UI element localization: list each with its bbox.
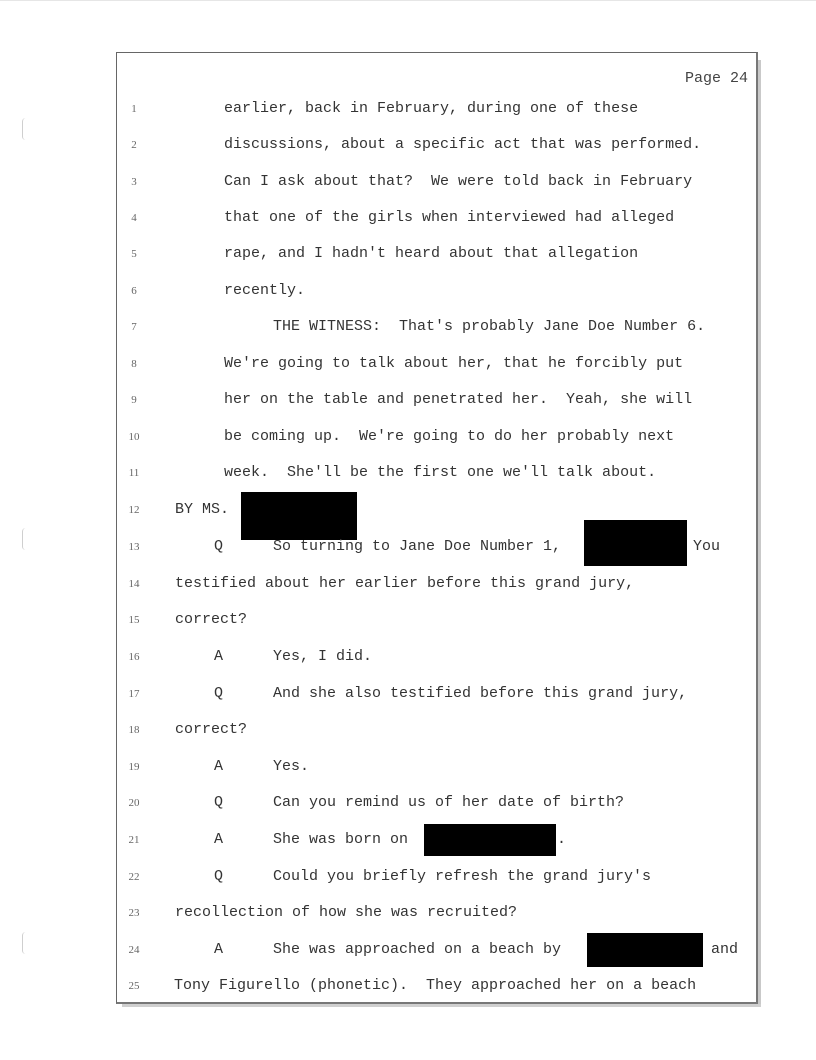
line-number: 22 (128, 871, 140, 883)
transcript-line (0, 208, 816, 244)
transcript-line (0, 793, 816, 829)
line-number: 19 (128, 761, 140, 773)
transcript-line (0, 684, 816, 720)
transcript-line (0, 610, 816, 646)
line-number: 5 (131, 248, 137, 260)
line-number: 14 (128, 578, 140, 590)
line-text: earlier, back in February, during one of these (224, 100, 639, 117)
line-text: BY MS. (175, 501, 230, 518)
transcript-line (0, 720, 816, 756)
line-text: Tony Figurello (phonetic). They approached her on a beach (174, 977, 697, 994)
transcript-line (0, 976, 816, 1012)
line-text: testified about her earlier before this grand jury, (175, 575, 635, 592)
line-number: 18 (128, 724, 140, 736)
line-text-continued: You (693, 538, 721, 555)
speaker-marker: A (214, 648, 224, 665)
line-text: THE WITNESS: That's probably Jane Doe Number 6. (273, 318, 706, 335)
line-number: 8 (131, 358, 137, 370)
transcript-line (0, 281, 816, 317)
line-number: 7 (131, 321, 137, 333)
transcript-line (0, 317, 816, 353)
line-number: 25 (128, 980, 140, 992)
transcript-line (0, 172, 816, 208)
redaction-box (241, 492, 357, 540)
line-number: 3 (131, 176, 137, 188)
line-text: be coming up. We're going to do her probably next (224, 428, 675, 445)
line-number: 15 (128, 614, 140, 626)
line-number: 21 (128, 834, 140, 846)
speaker-marker: Q (214, 538, 224, 555)
line-text: Yes. (273, 758, 310, 775)
transcript-line (0, 830, 816, 866)
line-number: 2 (131, 139, 137, 151)
line-text: She was born on (273, 831, 409, 848)
line-number: 16 (128, 651, 140, 663)
scan-edge-top (0, 0, 816, 1)
redaction-box (584, 520, 687, 566)
line-number: 1 (131, 103, 137, 115)
line-number: 11 (128, 467, 140, 479)
redaction-box (587, 933, 703, 967)
line-text-continued: . (557, 831, 567, 848)
line-number: 13 (128, 541, 140, 553)
line-number: 4 (131, 212, 137, 224)
transcript-line (0, 757, 816, 793)
line-text: Could you briefly refresh the grand jury's (273, 868, 652, 885)
line-text: week. She'll be the first one we'll talk about. (224, 464, 657, 481)
line-text: Yes, I did. (273, 648, 373, 665)
line-text: that one of the girls when interviewed had alleged (224, 209, 675, 226)
line-text: recently. (224, 282, 306, 299)
line-number: 24 (128, 944, 140, 956)
line-number: 9 (131, 394, 137, 406)
line-text: And she also testified before this grand jury, (273, 685, 688, 702)
speaker-marker: Q (214, 794, 224, 811)
transcript-line (0, 354, 816, 390)
line-text: correct? (175, 721, 248, 738)
line-text: her on the table and penetrated her. Yeah, she will (224, 391, 693, 408)
line-text: rape, and I hadn't heard about that allegation (224, 245, 639, 262)
line-number: 10 (128, 431, 140, 443)
speaker-marker: A (214, 941, 224, 958)
line-text: She was approached on a beach by (273, 941, 562, 958)
page-number-label: Page 24 (684, 70, 748, 87)
transcript-line (0, 537, 816, 573)
transcript-line (0, 867, 816, 903)
line-number: 23 (128, 907, 140, 919)
line-text: discussions, about a specific act that was performed. (224, 136, 702, 153)
transcript-line (0, 244, 816, 280)
line-text-continued: and (711, 941, 739, 958)
transcript-line (0, 99, 816, 135)
line-number: 12 (128, 504, 140, 516)
line-text: So turning to Jane Doe Number 1, (273, 538, 562, 555)
line-number: 17 (128, 688, 140, 700)
transcript-line (0, 390, 816, 426)
line-text: recollection of how she was recruited? (175, 904, 518, 921)
transcript-line (0, 647, 816, 683)
speaker-marker: Q (214, 868, 224, 885)
line-number: 6 (131, 285, 137, 297)
speaker-marker: Q (214, 685, 224, 702)
line-text: Can I ask about that? We were told back in February (224, 173, 693, 190)
transcript-line (0, 135, 816, 171)
line-text: correct? (175, 611, 248, 628)
transcript-line (0, 427, 816, 463)
speaker-marker: A (214, 831, 224, 848)
line-text: We're going to talk about her, that he forcibly put (224, 355, 684, 372)
redaction-box (424, 824, 556, 856)
transcript-line (0, 500, 816, 536)
transcript-line (0, 463, 816, 499)
line-text: Can you remind us of her date of birth? (273, 794, 625, 811)
transcript-line (0, 574, 816, 610)
speaker-marker: A (214, 758, 224, 775)
line-number: 20 (128, 797, 140, 809)
